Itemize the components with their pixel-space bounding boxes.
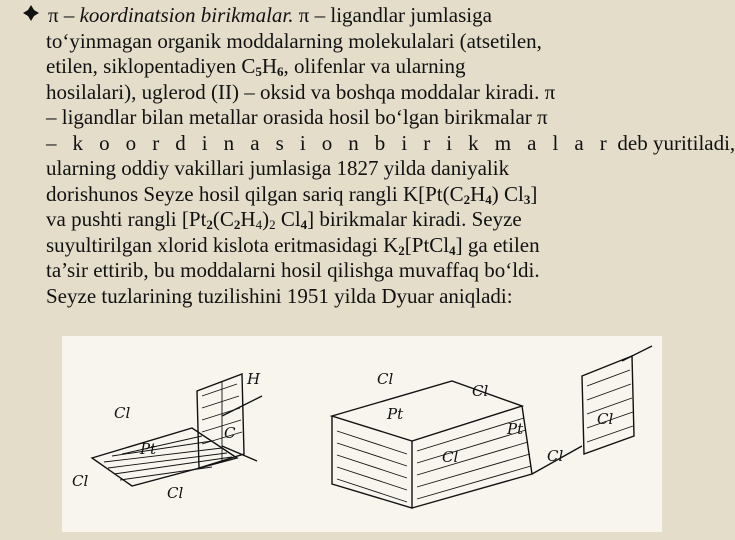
label-cl-7: Cl: [547, 447, 564, 465]
label-pt: Pt: [140, 440, 157, 458]
text-line-12: Seyze tuzlarining tuzilishini 1951 yilda Dyuar aniqladi:: [46, 283, 513, 308]
right-ethylene: [582, 356, 634, 454]
middle-hatching: [337, 418, 531, 502]
text-line-10: suyultirilgan xlorid kislota eritmasidagi $K_2[PtCl_4]$ ga etilen: [46, 232, 540, 258]
label-pt-2: Pt: [387, 405, 404, 423]
text-line-6: – k o o r d i n a s i o n b i r i k m a l a r deb yuritiladi,: [46, 130, 735, 155]
label-cl-3: Cl: [167, 484, 184, 502]
label-cl-4: Cl: [377, 370, 394, 388]
text-line-4: hosilalari), uglerod (II) – oksid va boshqa moddalar kiradi. π: [46, 79, 556, 104]
text-line-9: va pushti rangli [$Pt_2(C_2H_4)_2$ $Cl_4$] birikmalar kiradi. Seyze: [46, 207, 522, 232]
diamond-bullet-icon: [22, 4, 40, 22]
text-line-1: π – koordinatsion birikmalar. π – ligandlar jumlasiga: [48, 3, 492, 27]
label-cl-5: Cl: [472, 382, 489, 400]
label-cl-8: Cl: [597, 410, 614, 428]
paragraph: [22, 3, 735, 309]
text-line-11: ta’sir ettirib, bu moddalarni hosil qilishga muvaffaq bo‘ldi.: [46, 258, 540, 282]
label-c: C: [224, 424, 236, 442]
label-cl-6: Cl: [442, 448, 459, 466]
section-title: – koordinatsion birikmalar.: [58, 3, 294, 27]
text-line-8: dorishunos Seyze hosil qilgan sariq rangli $K[Pt(C_2H_4)$ $Cl_3$]: [46, 181, 538, 207]
left-plane: [92, 428, 237, 486]
label-h: H: [247, 370, 261, 388]
middle-plane: [332, 381, 522, 441]
label-pt-3: Pt: [507, 420, 524, 438]
label-cl-2: Cl: [72, 472, 89, 490]
zeise-salt-structure-figure: [62, 336, 662, 532]
text-line-3: etilen, siklopentadiyen $C_5H_6$, olifenlar va ularning: [46, 54, 466, 79]
text-line-2: to‘yinmagan organik moddalarning molekulalari (atsetilen,: [46, 28, 542, 53]
text-line-7: ularning oddiy vakillari jumlasiga 1827 yilda daniyalik: [46, 156, 510, 180]
text-line-5: – ligandlar bilan metallar orasida hosil bo‘lgan birikmalar π: [46, 105, 548, 129]
structure-drawing: [62, 336, 662, 532]
label-cl: Cl: [114, 404, 131, 422]
